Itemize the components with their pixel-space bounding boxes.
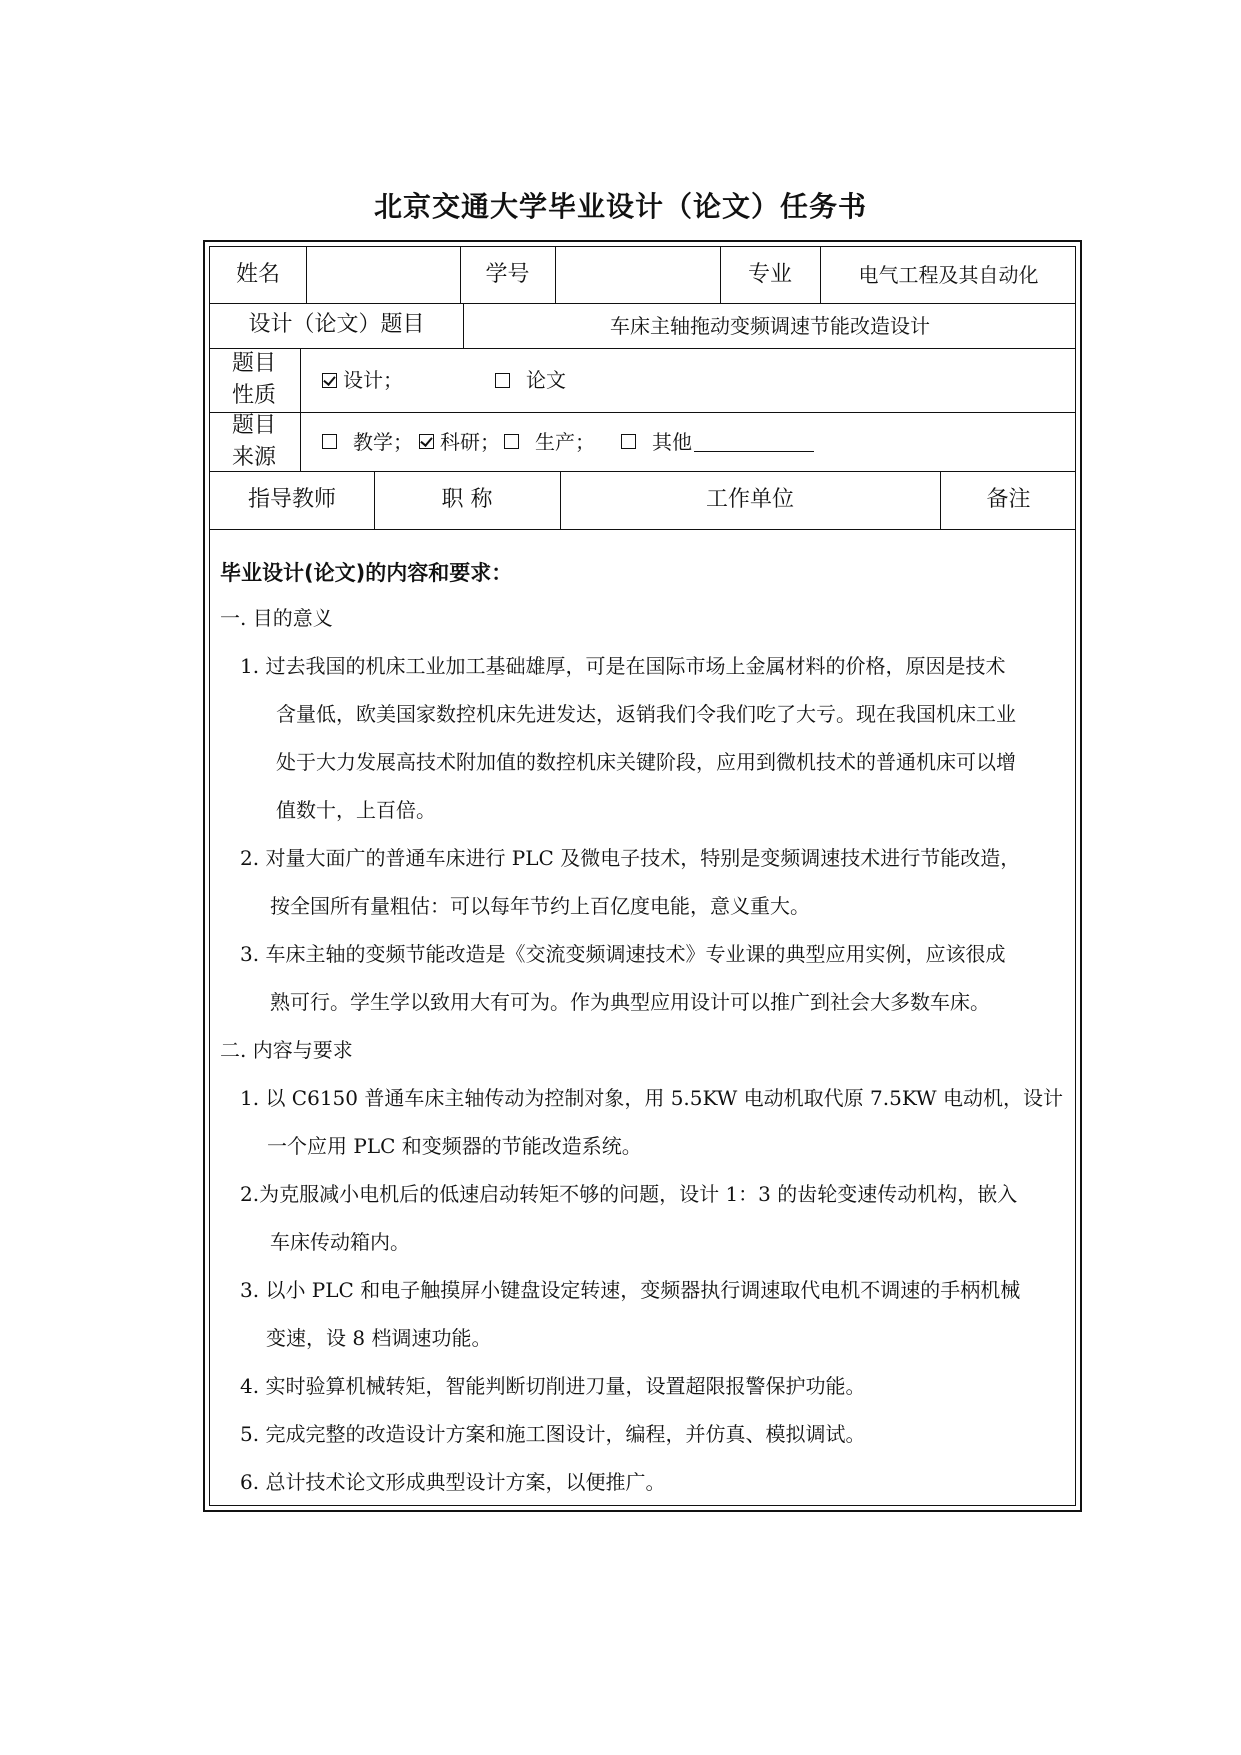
nature-option-thesis[interactable] [495,368,566,392]
task-form-inner [209,246,1076,1506]
paragraph-line: 值数十，上百倍。 [276,798,436,822]
name-label: 姓名 [235,261,280,287]
paragraph-line: 车床传动箱内。 [270,1230,410,1254]
name-field[interactable] [306,247,460,303]
topic-label: 设计（论文）题目 [248,312,425,338]
remark-label: 备注 [986,486,1031,512]
source-option-production[interactable] [504,430,595,454]
advisor-label: 指导教师 [247,486,336,512]
rank-label: 职 称 [441,486,493,512]
source-option-label: 其他 [652,429,692,454]
checkbox-icon[interactable] [495,373,510,388]
source-label-line2: 来源 [232,444,277,470]
section-title: 二. 内容与要求 [220,1038,353,1062]
nature-label [232,348,300,412]
major-value: 电气工程及其自动化 [858,263,1039,287]
paragraph-line: 熟可行。学生学以致用大有可为。作为典型应用设计可以推广到社会大多数车床。 [270,990,990,1014]
paragraph-line: 含量低，欧美国家数控机床先进发达，返销我们令我们吃了大亏。现在我国机床工业 [276,702,1016,726]
source-option-other[interactable] [621,430,814,454]
nature-option-design[interactable] [322,368,403,392]
paragraph-line: 2.为克服减小电机后的低速启动转矩不够的问题，设计 1：3 的齿轮变速传动机构，嵌入 [240,1182,1018,1206]
nature-label-line1: 题目 [232,351,277,376]
checkbox-checked-icon[interactable] [322,373,337,388]
paragraph-line: 3. 车床主轴的变频节能改造是《交流变频调速技术》专业课的典型应用实例，应该很成 [240,942,1006,966]
paragraph-line: 3. 以小 PLC 和电子触摸屏小键盘设定转速，变频器执行调速取代电机不调速的手柄机械 [240,1278,1021,1302]
major-label: 专业 [747,261,792,287]
nature-option-label: 论文 [526,368,566,392]
paragraph-line: 6. 总计技术论文形成典型设计方案，以便推广。 [240,1470,666,1494]
row-divider [210,529,1075,530]
section-title: 一. 目的意义 [220,606,333,630]
checkbox-checked-icon[interactable] [419,434,434,449]
source-option-label: 教学； [353,429,413,454]
unit-label: 工作单位 [705,486,794,512]
source-options [322,412,1062,471]
task-form [203,240,1082,1512]
student-id-label: 学号 [485,261,530,287]
document-title: 北京交通大学毕业设计（论文）任务书 [373,190,867,223]
checkbox-icon[interactable] [322,434,337,449]
other-blank-field[interactable] [694,431,814,452]
nature-option-label: 设计； [343,368,403,392]
paragraph-line: 4. 实时验算机械转矩，智能判断切削进刀量，设置超限报警保护功能。 [240,1374,866,1398]
topic-value: 车床主轴拖动变频调速节能改造设计 [610,313,930,338]
paragraph-line: 一个应用 PLC 和变频器的节能改造系统。 [267,1134,642,1158]
nature-label-line2: 性质 [232,383,277,408]
paragraph-line: 1. 以 C6150 普通车床主轴传动为控制对象，用 5.5KW 电动机取代原 7.5KW 电动机，设计 [240,1086,1063,1110]
checkbox-icon[interactable] [504,434,519,449]
col-divider [300,348,301,471]
source-label-line1: 题目 [232,412,277,438]
content-heading: 毕业设计(论文)的内容和要求： [220,561,513,585]
paragraph-line: 处于大力发展高技术附加值的数控机床关键阶段，应用到微机技术的普通机床可以增 [276,750,1016,774]
source-option-teaching[interactable] [322,430,413,454]
paragraph-line: 变速，设 8 档调速功能。 [266,1326,492,1350]
paragraph-line: 按全国所有量粗估：可以每年节约上百亿度电能，意义重大。 [270,894,810,918]
nature-options [322,348,922,412]
checkbox-icon[interactable] [621,434,636,449]
source-label [232,412,300,471]
paragraph-line: 1. 过去我国的机床工业加工基础雄厚，可是在国际市场上金属材料的价格，原因是技术 [240,654,1006,678]
source-option-research[interactable] [419,430,500,454]
paragraph-line: 5. 完成完整的改造设计方案和施工图设计，编程，并仿真、模拟调试。 [240,1422,866,1446]
student-id-field[interactable] [555,247,720,303]
source-option-label: 科研； [440,429,500,454]
source-option-label: 生产； [535,429,595,454]
paragraph-line: 2. 对量大面广的普通车床进行 PLC 及微电子技术，特别是变频调速技术进行节能改造， [240,846,1021,870]
